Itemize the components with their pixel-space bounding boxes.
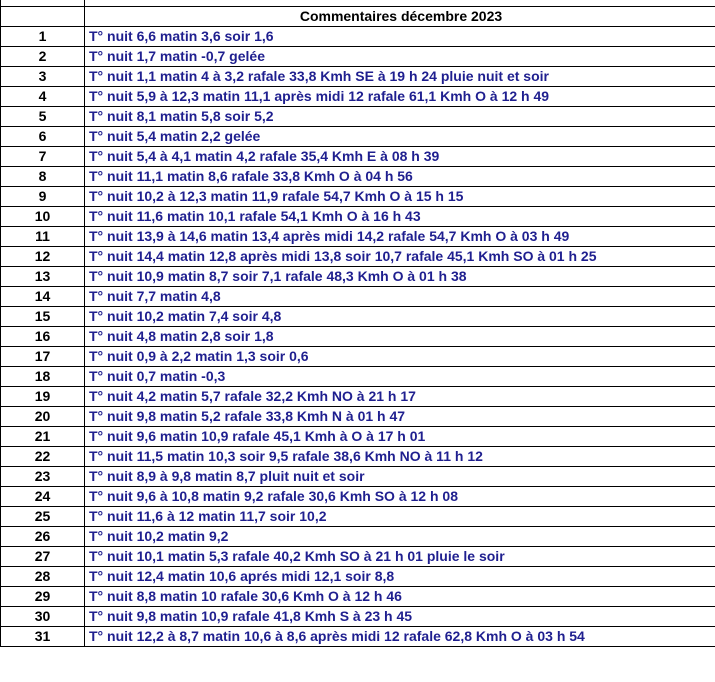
table-row (1, 407, 715, 427)
day-number-cell[interactable]: 28 (1, 567, 85, 587)
table-row (1, 387, 715, 407)
comment-cell[interactable]: T° nuit 14,4 matin 12,8 après midi 13,8 soir 10,7 rafale 45,1 Kmh SO à 01 h 25 (85, 247, 715, 267)
comment-cell[interactable]: T° nuit 9,8 matin 10,9 rafale 41,8 Kmh S à 23 h 45 (85, 607, 715, 627)
table-row (1, 567, 715, 587)
day-number-cell[interactable]: 21 (1, 427, 85, 447)
comment-cell[interactable]: T° nuit 9,6 à 10,8 matin 9,2 rafale 30,6 Kmh SO à 12 h 08 (85, 487, 715, 507)
table-row (1, 307, 715, 327)
day-number-cell[interactable]: 15 (1, 307, 85, 327)
day-number-cell[interactable]: 3 (1, 67, 85, 87)
table-row (1, 287, 715, 307)
day-number-cell[interactable]: 1 (1, 27, 85, 47)
comment-cell[interactable]: T° nuit 11,6 à 12 matin 11,7 soir 10,2 (85, 507, 715, 527)
comment-cell[interactable]: T° nuit 4,2 matin 5,7 rafale 32,2 Kmh NO à 21 h 17 (85, 387, 715, 407)
table-row (1, 207, 715, 227)
day-number-cell[interactable]: 12 (1, 247, 85, 267)
comment-cell[interactable]: T° nuit 9,6 matin 10,9 rafale 45,1 Kmh à O à 17 h 01 (85, 427, 715, 447)
comment-cell[interactable]: T° nuit 13,9 à 14,6 matin 13,4 après midi 14,2 rafale 54,7 Kmh O à 03 h 49 (85, 227, 715, 247)
table-row (1, 107, 715, 127)
table-row (1, 607, 715, 627)
comment-cell[interactable]: T° nuit 1,7 matin -0,7 gelée (85, 47, 715, 67)
table-row (1, 167, 715, 187)
comment-cell[interactable]: T° nuit 10,1 matin 5,3 rafale 40,2 Kmh SO à 21 h 01 pluie le soir (85, 547, 715, 567)
table-row (1, 187, 715, 207)
comment-cell[interactable]: T° nuit 6,6 matin 3,6 soir 1,6 (85, 27, 715, 47)
comment-cell[interactable]: T° nuit 10,2 matin 9,2 (85, 527, 715, 547)
day-number-cell[interactable]: 11 (1, 227, 85, 247)
day-number-cell[interactable]: 14 (1, 287, 85, 307)
table-row (1, 127, 715, 147)
table-row (1, 47, 715, 67)
comment-cell[interactable]: T° nuit 11,5 matin 10,3 soir 9,5 rafale 38,6 Kmh NO à 11 h 12 (85, 447, 715, 467)
day-number-cell[interactable]: 31 (1, 627, 85, 647)
table-row (1, 487, 715, 507)
table-row (1, 367, 715, 387)
day-number-cell[interactable]: 27 (1, 547, 85, 567)
title-empty-cell[interactable] (1, 7, 85, 27)
day-number-cell[interactable]: 24 (1, 487, 85, 507)
day-number-cell[interactable]: 16 (1, 327, 85, 347)
comment-cell[interactable]: T° nuit 5,4 matin 2,2 gelée (85, 127, 715, 147)
comment-cell[interactable]: T° nuit 5,4 à 4,1 matin 4,2 rafale 35,4 Kmh E à 08 h 39 (85, 147, 715, 167)
day-number-cell[interactable]: 22 (1, 447, 85, 467)
day-number-cell[interactable]: 29 (1, 587, 85, 607)
day-number-cell[interactable]: 30 (1, 607, 85, 627)
table-title[interactable]: Commentaires décembre 2023 (85, 7, 715, 27)
table-row (1, 507, 715, 527)
title-row (1, 7, 715, 27)
comment-cell[interactable]: T° nuit 1,1 matin 4 à 3,2 rafale 33,8 Kmh SE à 19 h 24 pluie nuit et soir (85, 67, 715, 87)
table-row (1, 227, 715, 247)
day-number-cell[interactable]: 4 (1, 87, 85, 107)
table-row (1, 87, 715, 107)
day-number-cell[interactable]: 19 (1, 387, 85, 407)
table-row (1, 447, 715, 467)
table-row (1, 267, 715, 287)
comment-cell[interactable]: T° nuit 7,7 matin 4,8 (85, 287, 715, 307)
day-number-cell[interactable]: 23 (1, 467, 85, 487)
day-number-cell[interactable]: 5 (1, 107, 85, 127)
comment-cell[interactable]: T° nuit 0,7 matin -0,3 (85, 367, 715, 387)
day-number-cell[interactable]: 18 (1, 367, 85, 387)
comment-cell[interactable]: T° nuit 9,8 matin 5,2 rafale 33,8 Kmh N à 01 h 47 (85, 407, 715, 427)
comment-cell[interactable]: T° nuit 10,2 matin 7,4 soir 4,8 (85, 307, 715, 327)
table-row (1, 527, 715, 547)
day-number-cell[interactable]: 20 (1, 407, 85, 427)
table-row (1, 427, 715, 447)
day-number-cell[interactable]: 25 (1, 507, 85, 527)
day-number-cell[interactable]: 7 (1, 147, 85, 167)
comment-cell[interactable]: T° nuit 11,6 matin 10,1 rafale 54,1 Kmh O à 16 h 43 (85, 207, 715, 227)
day-number-cell[interactable]: 6 (1, 127, 85, 147)
table-row (1, 327, 715, 347)
comment-cell[interactable]: T° nuit 12,4 matin 10,6 aprés midi 12,1 soir 8,8 (85, 567, 715, 587)
table-row (1, 467, 715, 487)
table-row (1, 547, 715, 567)
comment-cell[interactable]: T° nuit 0,9 à 2,2 matin 1,3 soir 0,6 (85, 347, 715, 367)
table-row (1, 587, 715, 607)
day-number-cell[interactable]: 9 (1, 187, 85, 207)
comment-cell[interactable]: T° nuit 10,2 à 12,3 matin 11,9 rafale 54,7 Kmh O à 15 h 15 (85, 187, 715, 207)
day-number-cell[interactable]: 10 (1, 207, 85, 227)
table-row (1, 347, 715, 367)
table-row (1, 27, 715, 47)
day-number-cell[interactable]: 2 (1, 47, 85, 67)
comment-cell[interactable]: T° nuit 8,1 matin 5,8 soir 5,2 (85, 107, 715, 127)
comment-cell[interactable]: T° nuit 12,2 à 8,7 matin 10,6 à 8,6 après midi 12 rafale 62,8 Kmh O à 03 h 54 (85, 627, 715, 647)
comment-cell[interactable]: T° nuit 10,9 matin 8,7 soir 7,1 rafale 48,3 Kmh O à 01 h 38 (85, 267, 715, 287)
table-row (1, 627, 715, 647)
day-number-cell[interactable]: 8 (1, 167, 85, 187)
comment-cell[interactable]: T° nuit 5,9 à 12,3 matin 11,1 après midi 12 rafale 61,1 Kmh O à 12 h 49 (85, 87, 715, 107)
comment-cell[interactable]: T° nuit 4,8 matin 2,8 soir 1,8 (85, 327, 715, 347)
comment-cell[interactable]: T° nuit 8,9 à 9,8 matin 8,7 pluit nuit et soir (85, 467, 715, 487)
table-row (1, 247, 715, 267)
comment-cell[interactable]: T° nuit 8,8 matin 10 rafale 30,6 Kmh O à 12 h 46 (85, 587, 715, 607)
table-row (1, 67, 715, 87)
comment-cell[interactable]: T° nuit 11,1 matin 8,6 rafale 33,8 Kmh O à 04 h 56 (85, 167, 715, 187)
day-number-cell[interactable]: 13 (1, 267, 85, 287)
day-number-cell[interactable]: 26 (1, 527, 85, 547)
day-number-cell[interactable]: 17 (1, 347, 85, 367)
table-row (1, 147, 715, 167)
